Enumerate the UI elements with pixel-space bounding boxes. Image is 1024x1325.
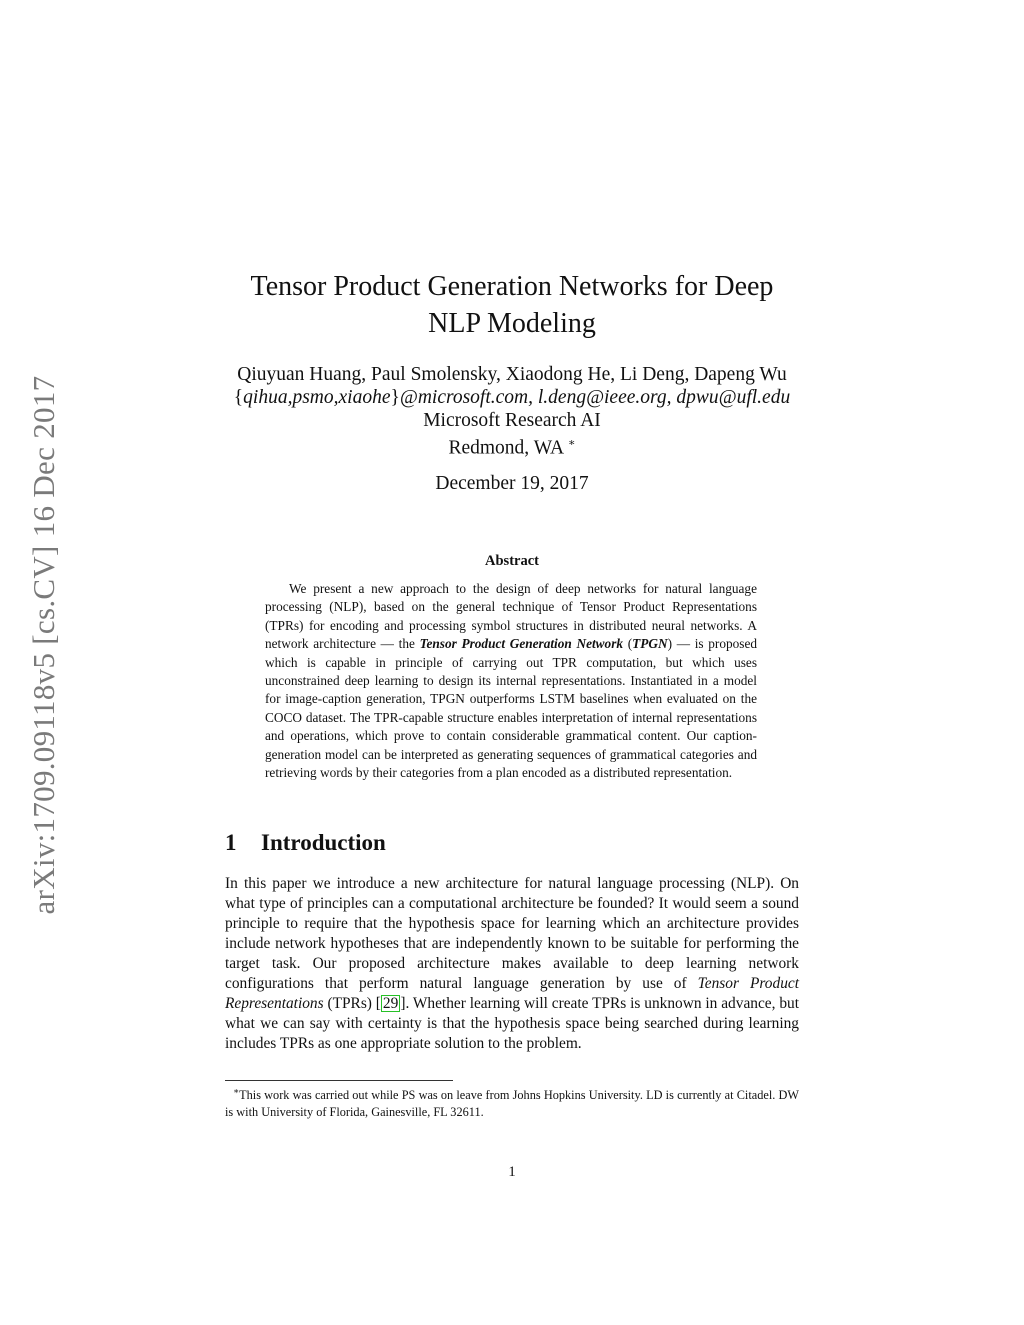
section-heading-introduction	[225, 828, 386, 858]
abstract-body	[265, 580, 757, 782]
paper-date: December 19, 2017	[435, 473, 589, 494]
footnote	[225, 1083, 799, 1121]
abstract-text-part-3: ) — is proposed which is capable in principle of carrying out TPR computation, but which uses unconstrained deep learning to design its internal representations. Instantiated in a model for image-caption generation, TPGN outperforms LSTM baselines when evaluated on the COCO dataset. The TPR-capable structure enables interpretation of internal representations and operations, which prove to contain considerable grammatical content. Our caption-generation model can be interpreted as generating sequences of grammatical categories and retrieving words by their categories from a plan encoded as a distributed representation.	[265, 636, 757, 781]
abstract-tpgn-abbr: TPGN	[632, 636, 668, 652]
introduction-paragraph	[225, 874, 799, 1054]
intro-tpr-term: Tensor Product Representations	[225, 975, 799, 1012]
citation-link[interactable]: 29	[382, 995, 399, 1012]
footnote-text: This work was carried out while PS was on leave from Johns Hopkins University. LD is currently at Citadel. DW is with University of Florida, Gainesville, FL 32611.	[225, 1088, 799, 1120]
footnote-divider	[225, 1080, 453, 1081]
intro-text-part-3: ]. Whether learning will create TPRs is unknown in advance, but what we can say with certainty is that the hypothesis space being searched during learning includes TPRs as one appropriate solution to the problem.	[225, 995, 799, 1052]
author-location: Redmond, WA	[448, 437, 565, 459]
intro-text-part-1: In this paper we introduce a new architecture for natural language processing (NLP). On what type of principles can a computational architecture be founded? It would seem a sound principle to require that the hypothesis space for learning which an architecture provides include network hypotheses that are independently known to be suitable for performing the target task. Our proposed architecture makes available to deep learning network configurations that perform natural language generation by use of	[225, 875, 799, 992]
abstract-tpgn-full: Tensor Product Generation Network	[419, 636, 624, 652]
paper-title-line-1: Tensor Product Generation Networks for Deep	[250, 271, 774, 302]
author-names: Qiuyuan Huang, Paul Smolensky, Xiaodong He, Li Deng, Dapeng Wu	[237, 364, 787, 385]
page-number: 1	[508, 1164, 516, 1180]
footnote-mark: ∗	[233, 1086, 240, 1096]
author-emails	[180, 386, 844, 409]
paper-title-line-2: NLP Modeling	[428, 308, 596, 339]
section-number: 1	[225, 830, 237, 855]
author-affiliation: Microsoft Research AI	[423, 410, 601, 431]
intro-text-part-2: (TPRs) [	[323, 995, 381, 1012]
section-title: Introduction	[261, 830, 386, 855]
email-close-brace: }	[390, 387, 400, 408]
abstract-text-part-1: We present a new approach to the design of deep networks for natural language processing (NLP), based on the general technique of Tensor Product Representations (TPRs) for encoding and processing symbol structures in distributed neural networks. A network architecture — the	[265, 581, 757, 652]
author-footnote-mark: ∗	[568, 437, 576, 449]
paper-title	[180, 268, 844, 342]
author-block	[180, 363, 844, 460]
abstract-heading: Abstract	[485, 553, 539, 569]
author-location-line	[180, 432, 844, 460]
arxiv-side-stamp: arXiv:1709.09118v5 [cs.CV] 16 Dec 2017	[26, 375, 61, 915]
email-rest: @microsoft.com, l.deng@ieee.org, dpwu@ufl.edu	[399, 387, 791, 408]
email-group: qihua,psmo,xiaohe	[243, 387, 391, 408]
abstract-text-part-2: (	[623, 636, 633, 652]
email-open-brace: {	[233, 387, 244, 408]
